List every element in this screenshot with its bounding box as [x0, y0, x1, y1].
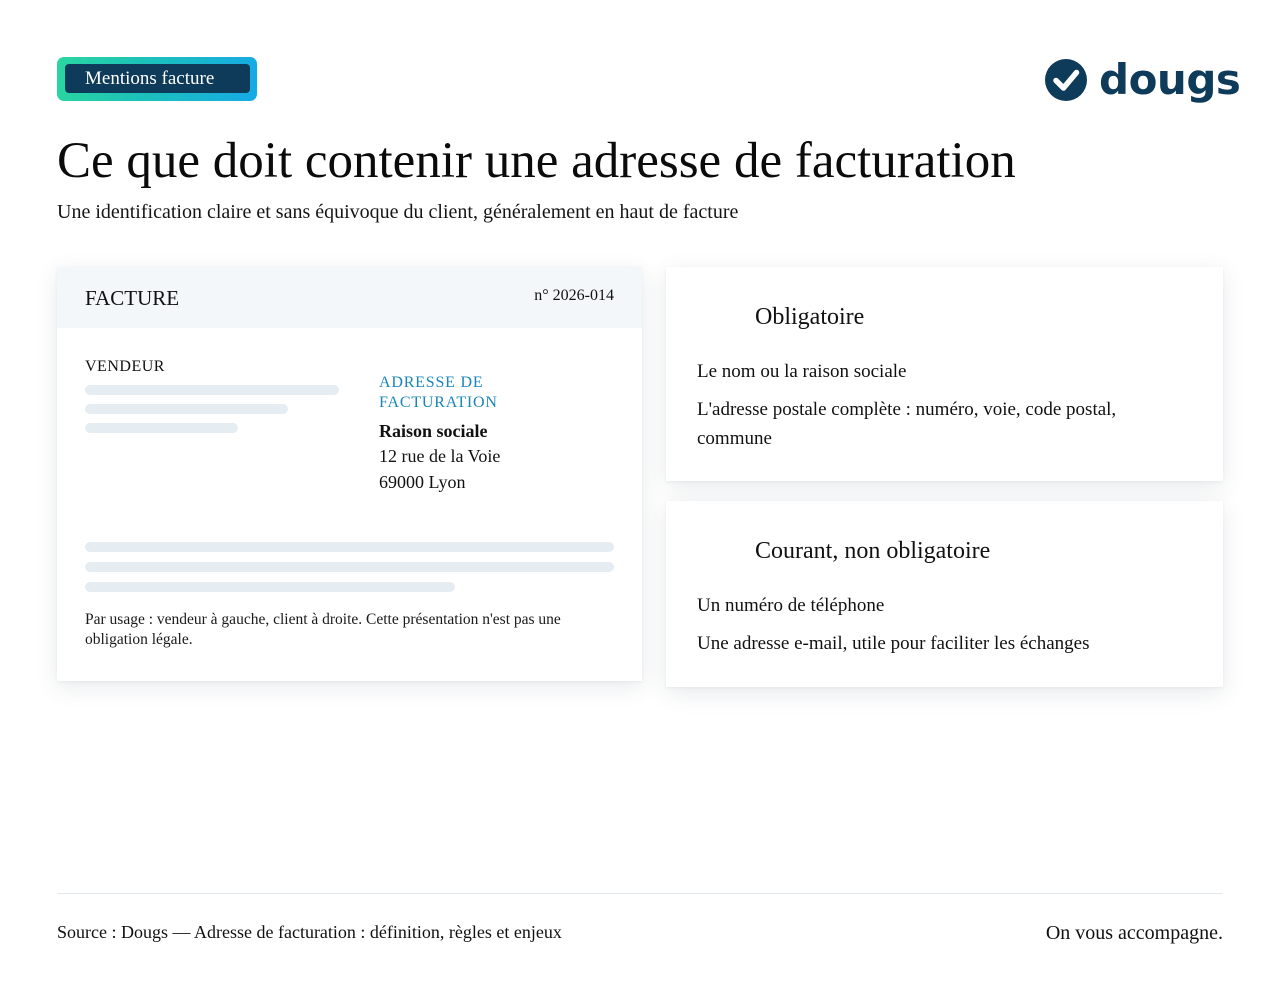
billing-address-label: ADRESSE DE FACTURATION	[379, 374, 498, 411]
invoice-header	[57, 267, 642, 328]
mandatory-card	[666, 267, 1223, 481]
billing-street: 12 rue de la Voie	[379, 446, 501, 466]
vendor-placeholder-line	[85, 404, 288, 414]
vendor-placeholder-line	[85, 385, 339, 395]
vendor-placeholder-line	[85, 423, 238, 433]
optional-title: Courant, non obligatoire	[755, 538, 991, 564]
check-circle-icon	[1045, 59, 1087, 101]
vendor-label: VENDEUR	[85, 358, 165, 375]
mandatory-item: Le nom ou la raison sociale	[697, 361, 907, 382]
footer-source: Source : Dougs — Adresse de facturation : définition, règles et enjeux	[57, 922, 562, 942]
logo-wordmark: dougs	[1099, 55, 1241, 104]
optional-card	[666, 501, 1223, 687]
body-placeholder-line	[85, 582, 455, 592]
body-placeholder-line	[85, 562, 614, 572]
invoice-mockup	[57, 267, 642, 681]
mandatory-item: L'adresse postale complète : numéro, voie, code postal, commune	[697, 399, 1117, 449]
billing-city: 69000 Lyon	[379, 472, 466, 492]
body-placeholder-line	[85, 542, 614, 552]
dougs-logo	[1045, 57, 1240, 103]
page-title: Ce que doit contenir une adresse de facturation	[57, 133, 1016, 189]
footer-tagline: On vous accompagne.	[1045, 922, 1223, 944]
footer-divider	[57, 893, 1223, 894]
billing-company-name: Raison sociale	[379, 421, 488, 441]
optional-item: Une adresse e-mail, utile pour faciliter les échanges	[697, 633, 1090, 654]
badge-label: Mentions facture	[65, 64, 250, 93]
invoice-number: n° 2026-014	[534, 287, 614, 304]
category-badge	[57, 57, 257, 101]
page-subtitle: Une identification claire et sans équivoque du client, généralement en haut de facture	[57, 201, 739, 223]
optional-item: Un numéro de téléphone	[697, 595, 885, 616]
invoice-title: FACTURE	[85, 286, 180, 310]
invoice-note: Par usage : vendeur à gauche, client à droite. Cette présentation n'est pas une obligation légale.	[85, 611, 561, 648]
mandatory-title: Obligatoire	[755, 304, 865, 330]
